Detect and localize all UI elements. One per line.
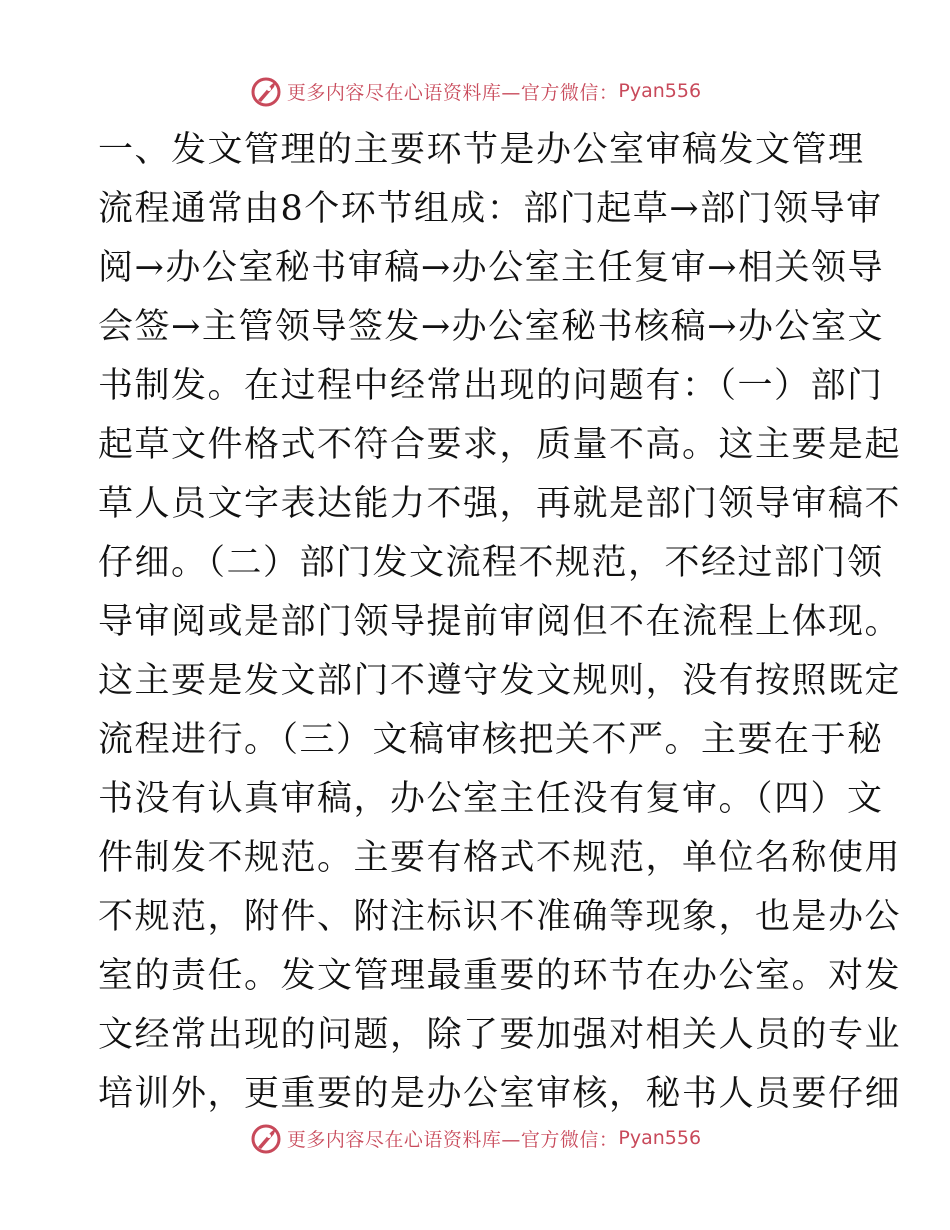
- body-line: 草人员文字表达能力不强，再就是部门领导审稿不: [98, 484, 902, 524]
- header-banner: [0, 71, 950, 111]
- header-banner-text: 更多内容尽在心语资料库—官方微信：: [286, 81, 619, 104]
- pen-nib-logo-icon: [249, 1121, 283, 1155]
- body-line: 文经常出现的问题，除了要加强对相关人员的专业: [98, 1015, 902, 1055]
- body-line: 这主要是发文部门不遵守发文规则，没有按照既定: [98, 661, 902, 701]
- body-line: 仔细。（二）部门发文流程不规范，不经过部门领: [98, 543, 884, 583]
- body-line: 导审阅或是部门领导提前审阅但不在流程上体现。: [98, 602, 902, 642]
- body-line: 室的责任。发文管理最重要的环节在办公室。对发: [98, 956, 902, 996]
- header-wechat-id: Pyan556: [618, 80, 702, 102]
- body-line: 书制发。在过程中经常出现的问题有：（一）部门: [98, 366, 884, 406]
- body-line: 书没有认真审稿，办公室主任没有复审。（四）文: [98, 779, 884, 819]
- body-line: 会签→主管领导签发→办公室秘书核稿→办公室文: [98, 307, 884, 347]
- body-line: 流程通常由8个环节组成：部门起草→部门领导审: [98, 189, 883, 229]
- body-line: 流程进行。（三）文稿审核把关不严。主要在于秘: [98, 720, 884, 760]
- body-line: 件制发不规范。主要有格式不规范，单位名称使用: [98, 838, 902, 878]
- body-line: 不规范，附件、附注标识不准确等现象，也是办公: [98, 897, 902, 937]
- footer-banner: [0, 1118, 950, 1158]
- footer-wechat-id: Pyan556: [618, 1127, 702, 1149]
- pen-nib-logo-icon: [249, 74, 283, 108]
- body-line: 一、发文管理的主要环节是办公室审稿发文管理: [98, 130, 865, 170]
- body-line: 起草文件格式不符合要求，质量不高。这主要是起: [98, 425, 902, 465]
- footer-banner-text: 更多内容尽在心语资料库—官方微信：: [286, 1128, 619, 1151]
- body-line: 培训外，更重要的是办公室审核，秘书人员要仔细: [98, 1074, 902, 1114]
- body-line: 阅→办公室秘书审稿→办公室主任复审→相关领导: [98, 248, 884, 288]
